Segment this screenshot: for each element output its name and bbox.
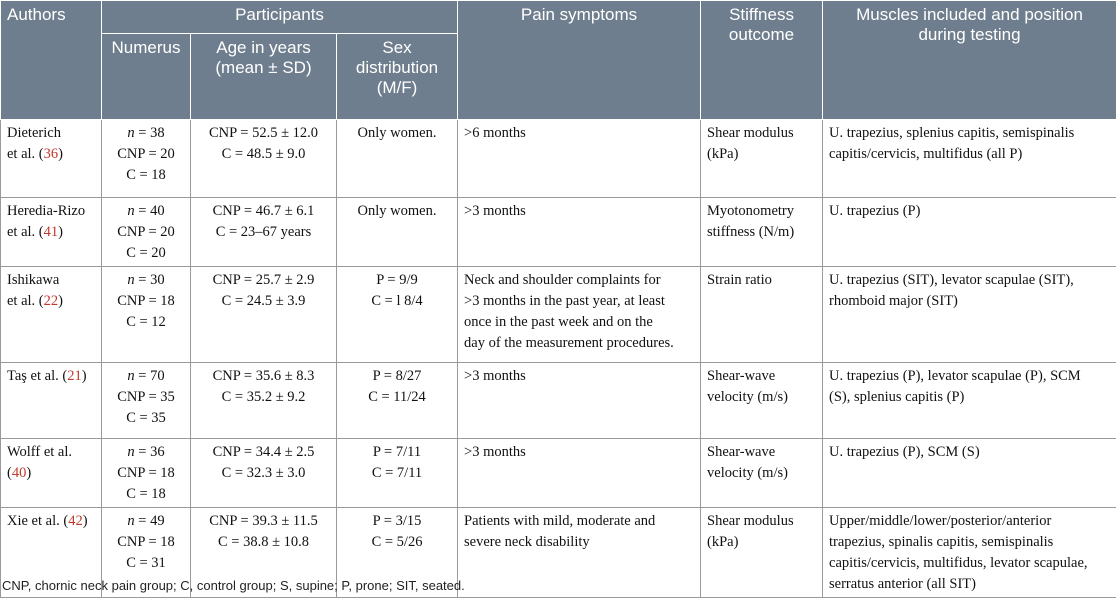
- stiffness-line-2: velocity (m/s): [707, 463, 816, 484]
- pain-line-2: severe neck disability: [464, 532, 694, 553]
- sex-line-2: C = 11/24: [343, 387, 451, 408]
- muscles-line-1: U. trapezius (P), levator scapulae (P), SCM: [829, 366, 1110, 387]
- stiffness-line-2: (kPa): [707, 532, 816, 553]
- numerus-n-label: n: [127, 203, 134, 219]
- age-control: C = 38.8 ± 10.8: [197, 532, 330, 553]
- numerus-n-label: n: [127, 368, 134, 384]
- pain-line-1: Patients with mild, moderate and: [464, 511, 694, 532]
- author-suffix: et al. (: [7, 293, 44, 309]
- header-sex-distribution: [337, 34, 458, 120]
- age-cell: [191, 198, 337, 267]
- numerus-control: C = 12: [108, 312, 184, 333]
- muscles-line-3: capitis/cervicis, multifidus, levator scapulae,: [829, 553, 1110, 574]
- author-name: Taş et al. (: [7, 368, 67, 384]
- author-cell: [1, 267, 102, 363]
- stiffness-line-2: (kPa): [707, 144, 816, 165]
- author-close: ): [58, 146, 63, 162]
- sex-line-1: Only women.: [343, 201, 451, 222]
- age-cnp: CNP = 46.7 ± 6.1: [197, 201, 330, 222]
- pain-cell: [458, 363, 701, 439]
- stiffness-cell: [701, 198, 823, 267]
- numerus-n-value: = 38: [135, 125, 165, 141]
- pain-cell: [458, 267, 701, 363]
- header-muscles-line2: during testing: [829, 25, 1110, 45]
- author-close: ): [82, 368, 87, 384]
- pain-line-4: day of the measurement procedures.: [464, 333, 694, 354]
- header-age: [191, 34, 337, 120]
- pain-cell: [458, 198, 701, 267]
- numerus-total: [108, 511, 184, 532]
- author-suffix: et al. (: [7, 146, 44, 162]
- numerus-total: [108, 201, 184, 222]
- reference-link[interactable]: 22: [44, 293, 59, 309]
- age-cnp: CNP = 34.4 ± 2.5: [197, 442, 330, 463]
- table-footnote: CNP, chornic neck pain group; C, control group; S, supine; P, prone; SIT, seated.: [2, 578, 465, 593]
- numerus-control: C = 18: [108, 165, 184, 186]
- pain-cell: [458, 508, 701, 598]
- muscles-cell: [823, 198, 1116, 267]
- numerus-control: C = 18: [108, 484, 184, 505]
- sex-cell: [337, 439, 458, 508]
- header-stiffness-line2: outcome: [707, 25, 816, 45]
- age-control: C = 24.5 ± 3.9: [197, 291, 330, 312]
- age-cnp: CNP = 39.3 ± 11.5: [197, 511, 330, 532]
- pain-cell: [458, 439, 701, 508]
- stiffness-line-1: Shear modulus: [707, 511, 816, 532]
- age-control: C = 32.3 ± 3.0: [197, 463, 330, 484]
- header-participants: Participants: [102, 1, 458, 34]
- muscles-line-4: serratus anterior (all SIT): [829, 574, 1110, 595]
- table-row: [1, 439, 1116, 508]
- author-close: ): [83, 513, 88, 529]
- reference-link[interactable]: 40: [12, 465, 27, 481]
- numerus-cnp: CNP = 20: [108, 222, 184, 243]
- reference-link[interactable]: 41: [44, 224, 59, 240]
- numerus-n-value: = 70: [135, 368, 165, 384]
- author-cell: [1, 198, 102, 267]
- header-authors: Authors: [1, 1, 102, 120]
- numerus-n-label: n: [127, 444, 134, 460]
- numerus-cell: [102, 439, 191, 508]
- pain-line-1: >3 months: [464, 442, 694, 463]
- stiffness-cell: [701, 508, 823, 598]
- author-suffix: (: [7, 465, 12, 481]
- stiffness-line-2: stiffness (N/m): [707, 222, 816, 243]
- author-name: Xie et al. (: [7, 513, 68, 529]
- muscles-line-1: U. trapezius (SIT), levator scapulae (SIT),: [829, 270, 1110, 291]
- reference-link[interactable]: 42: [68, 513, 83, 529]
- muscles-line-1: U. trapezius (P), SCM (S): [829, 442, 1110, 463]
- pain-line-1: >3 months: [464, 201, 694, 222]
- numerus-cnp: CNP = 18: [108, 532, 184, 553]
- numerus-n-value: = 30: [135, 272, 165, 288]
- pain-line-1: >6 months: [464, 123, 694, 144]
- muscles-line-2: (S), splenius capitis (P): [829, 387, 1110, 408]
- stiffness-line-2: velocity (m/s): [707, 387, 816, 408]
- numerus-cell: [102, 198, 191, 267]
- table-row: [1, 120, 1116, 198]
- numerus-n-label: n: [127, 125, 134, 141]
- numerus-n-label: n: [127, 272, 134, 288]
- age-cnp: CNP = 35.6 ± 8.3: [197, 366, 330, 387]
- numerus-control: C = 35: [108, 408, 184, 429]
- header-muscles-line1: Muscles included and position: [829, 5, 1110, 25]
- pain-line-3: once in the past week and on the: [464, 312, 694, 333]
- age-cnp: CNP = 25.7 ± 2.9: [197, 270, 330, 291]
- numerus-n-label: n: [127, 513, 134, 529]
- numerus-total: [108, 123, 184, 144]
- stiffness-line-1: Strain ratio: [707, 270, 816, 291]
- age-cell: [191, 439, 337, 508]
- pain-line-1: Neck and shoulder complaints for: [464, 270, 694, 291]
- header-sex-line2: distribution: [343, 58, 451, 78]
- stiffness-line-1: Shear-wave: [707, 366, 816, 387]
- author-close: ): [26, 465, 31, 481]
- stiffness-cell: [701, 363, 823, 439]
- age-control: C = 23–67 years: [197, 222, 330, 243]
- table-row: [1, 198, 1116, 267]
- numerus-total: [108, 366, 184, 387]
- table-row: [1, 267, 1116, 363]
- numerus-total: [108, 442, 184, 463]
- sex-line-2: C = l 8/4: [343, 291, 451, 312]
- sex-cell: [337, 267, 458, 363]
- muscles-line-1: U. trapezius (P): [829, 201, 1110, 222]
- stiffness-line-1: Myotonometry: [707, 201, 816, 222]
- numerus-cell: [102, 120, 191, 198]
- stiffness-cell: [701, 439, 823, 508]
- pain-line-2: >3 months in the past year, at least: [464, 291, 694, 312]
- sex-line-1: P = 7/11: [343, 442, 451, 463]
- author-name: Ishikawa: [7, 272, 59, 288]
- sex-cell: [337, 120, 458, 198]
- numerus-cell: [102, 363, 191, 439]
- muscles-line-1: U. trapezius, splenius capitis, semispinalis: [829, 123, 1110, 144]
- author-name: Dieterich: [7, 125, 61, 141]
- numerus-n-value: = 49: [135, 513, 165, 529]
- stiffness-line-1: Shear modulus: [707, 123, 816, 144]
- age-control: C = 35.2 ± 9.2: [197, 387, 330, 408]
- numerus-cnp: CNP = 18: [108, 291, 184, 312]
- header-sex-line3: (M/F): [343, 78, 451, 98]
- muscles-cell: [823, 267, 1116, 363]
- numerus-cnp: CNP = 18: [108, 463, 184, 484]
- author-name: Wolff et al.: [7, 444, 72, 460]
- muscles-line-2: capitis/cervicis, multifidus (all P): [829, 144, 1110, 165]
- author-suffix: et al. (: [7, 224, 44, 240]
- header-age-line1: Age in years: [197, 38, 330, 58]
- numerus-total: [108, 270, 184, 291]
- table-row: [1, 363, 1116, 439]
- age-cnp: CNP = 52.5 ± 12.0: [197, 123, 330, 144]
- numerus-cnp: CNP = 20: [108, 144, 184, 165]
- stiffness-line-1: Shear-wave: [707, 442, 816, 463]
- numerus-n-value: = 36: [135, 444, 165, 460]
- author-cell: [1, 439, 102, 508]
- numerus-cell: [102, 267, 191, 363]
- sex-line-1: P = 3/15: [343, 511, 451, 532]
- muscles-line-2: trapezius, spinalis capitis, semispinalis: [829, 532, 1110, 553]
- header-age-line2: (mean ± SD): [197, 58, 330, 78]
- muscles-cell: [823, 439, 1116, 508]
- pain-cell: [458, 120, 701, 198]
- sex-line-2: C = 5/26: [343, 532, 451, 553]
- muscles-line-1: Upper/middle/lower/posterior/anterior: [829, 511, 1110, 532]
- numerus-control: C = 31: [108, 553, 184, 574]
- header-pain-symptoms: Pain symptoms: [458, 1, 701, 120]
- age-cell: [191, 363, 337, 439]
- age-control: C = 48.5 ± 9.0: [197, 144, 330, 165]
- reference-link[interactable]: 36: [44, 146, 59, 162]
- sex-cell: [337, 198, 458, 267]
- author-name: Heredia-Rizo: [7, 203, 85, 219]
- muscles-cell: [823, 363, 1116, 439]
- age-cell: [191, 120, 337, 198]
- header-muscles: [823, 1, 1116, 120]
- stiffness-cell: [701, 120, 823, 198]
- sex-line-1: Only women.: [343, 123, 451, 144]
- age-cell: [191, 267, 337, 363]
- header-numerus: Numerus: [102, 34, 191, 120]
- header-stiffness-outcome: [701, 1, 823, 120]
- muscles-line-2: rhomboid major (SIT): [829, 291, 1110, 312]
- muscles-cell: [823, 120, 1116, 198]
- muscles-cell: [823, 508, 1116, 598]
- header-stiffness-line1: Stiffness: [707, 5, 816, 25]
- author-close: ): [58, 224, 63, 240]
- sex-line-1: P = 9/9: [343, 270, 451, 291]
- stiffness-cell: [701, 267, 823, 363]
- sex-line-2: C = 7/11: [343, 463, 451, 484]
- numerus-cnp: CNP = 35: [108, 387, 184, 408]
- pain-line-1: >3 months: [464, 366, 694, 387]
- author-cell: [1, 363, 102, 439]
- author-cell: [1, 120, 102, 198]
- sex-cell: [337, 363, 458, 439]
- header-sex-line1: Sex: [343, 38, 451, 58]
- sex-line-1: P = 8/27: [343, 366, 451, 387]
- author-close: ): [58, 293, 63, 309]
- numerus-n-value: = 40: [135, 203, 165, 219]
- reference-link[interactable]: 21: [67, 368, 82, 384]
- numerus-control: C = 20: [108, 243, 184, 264]
